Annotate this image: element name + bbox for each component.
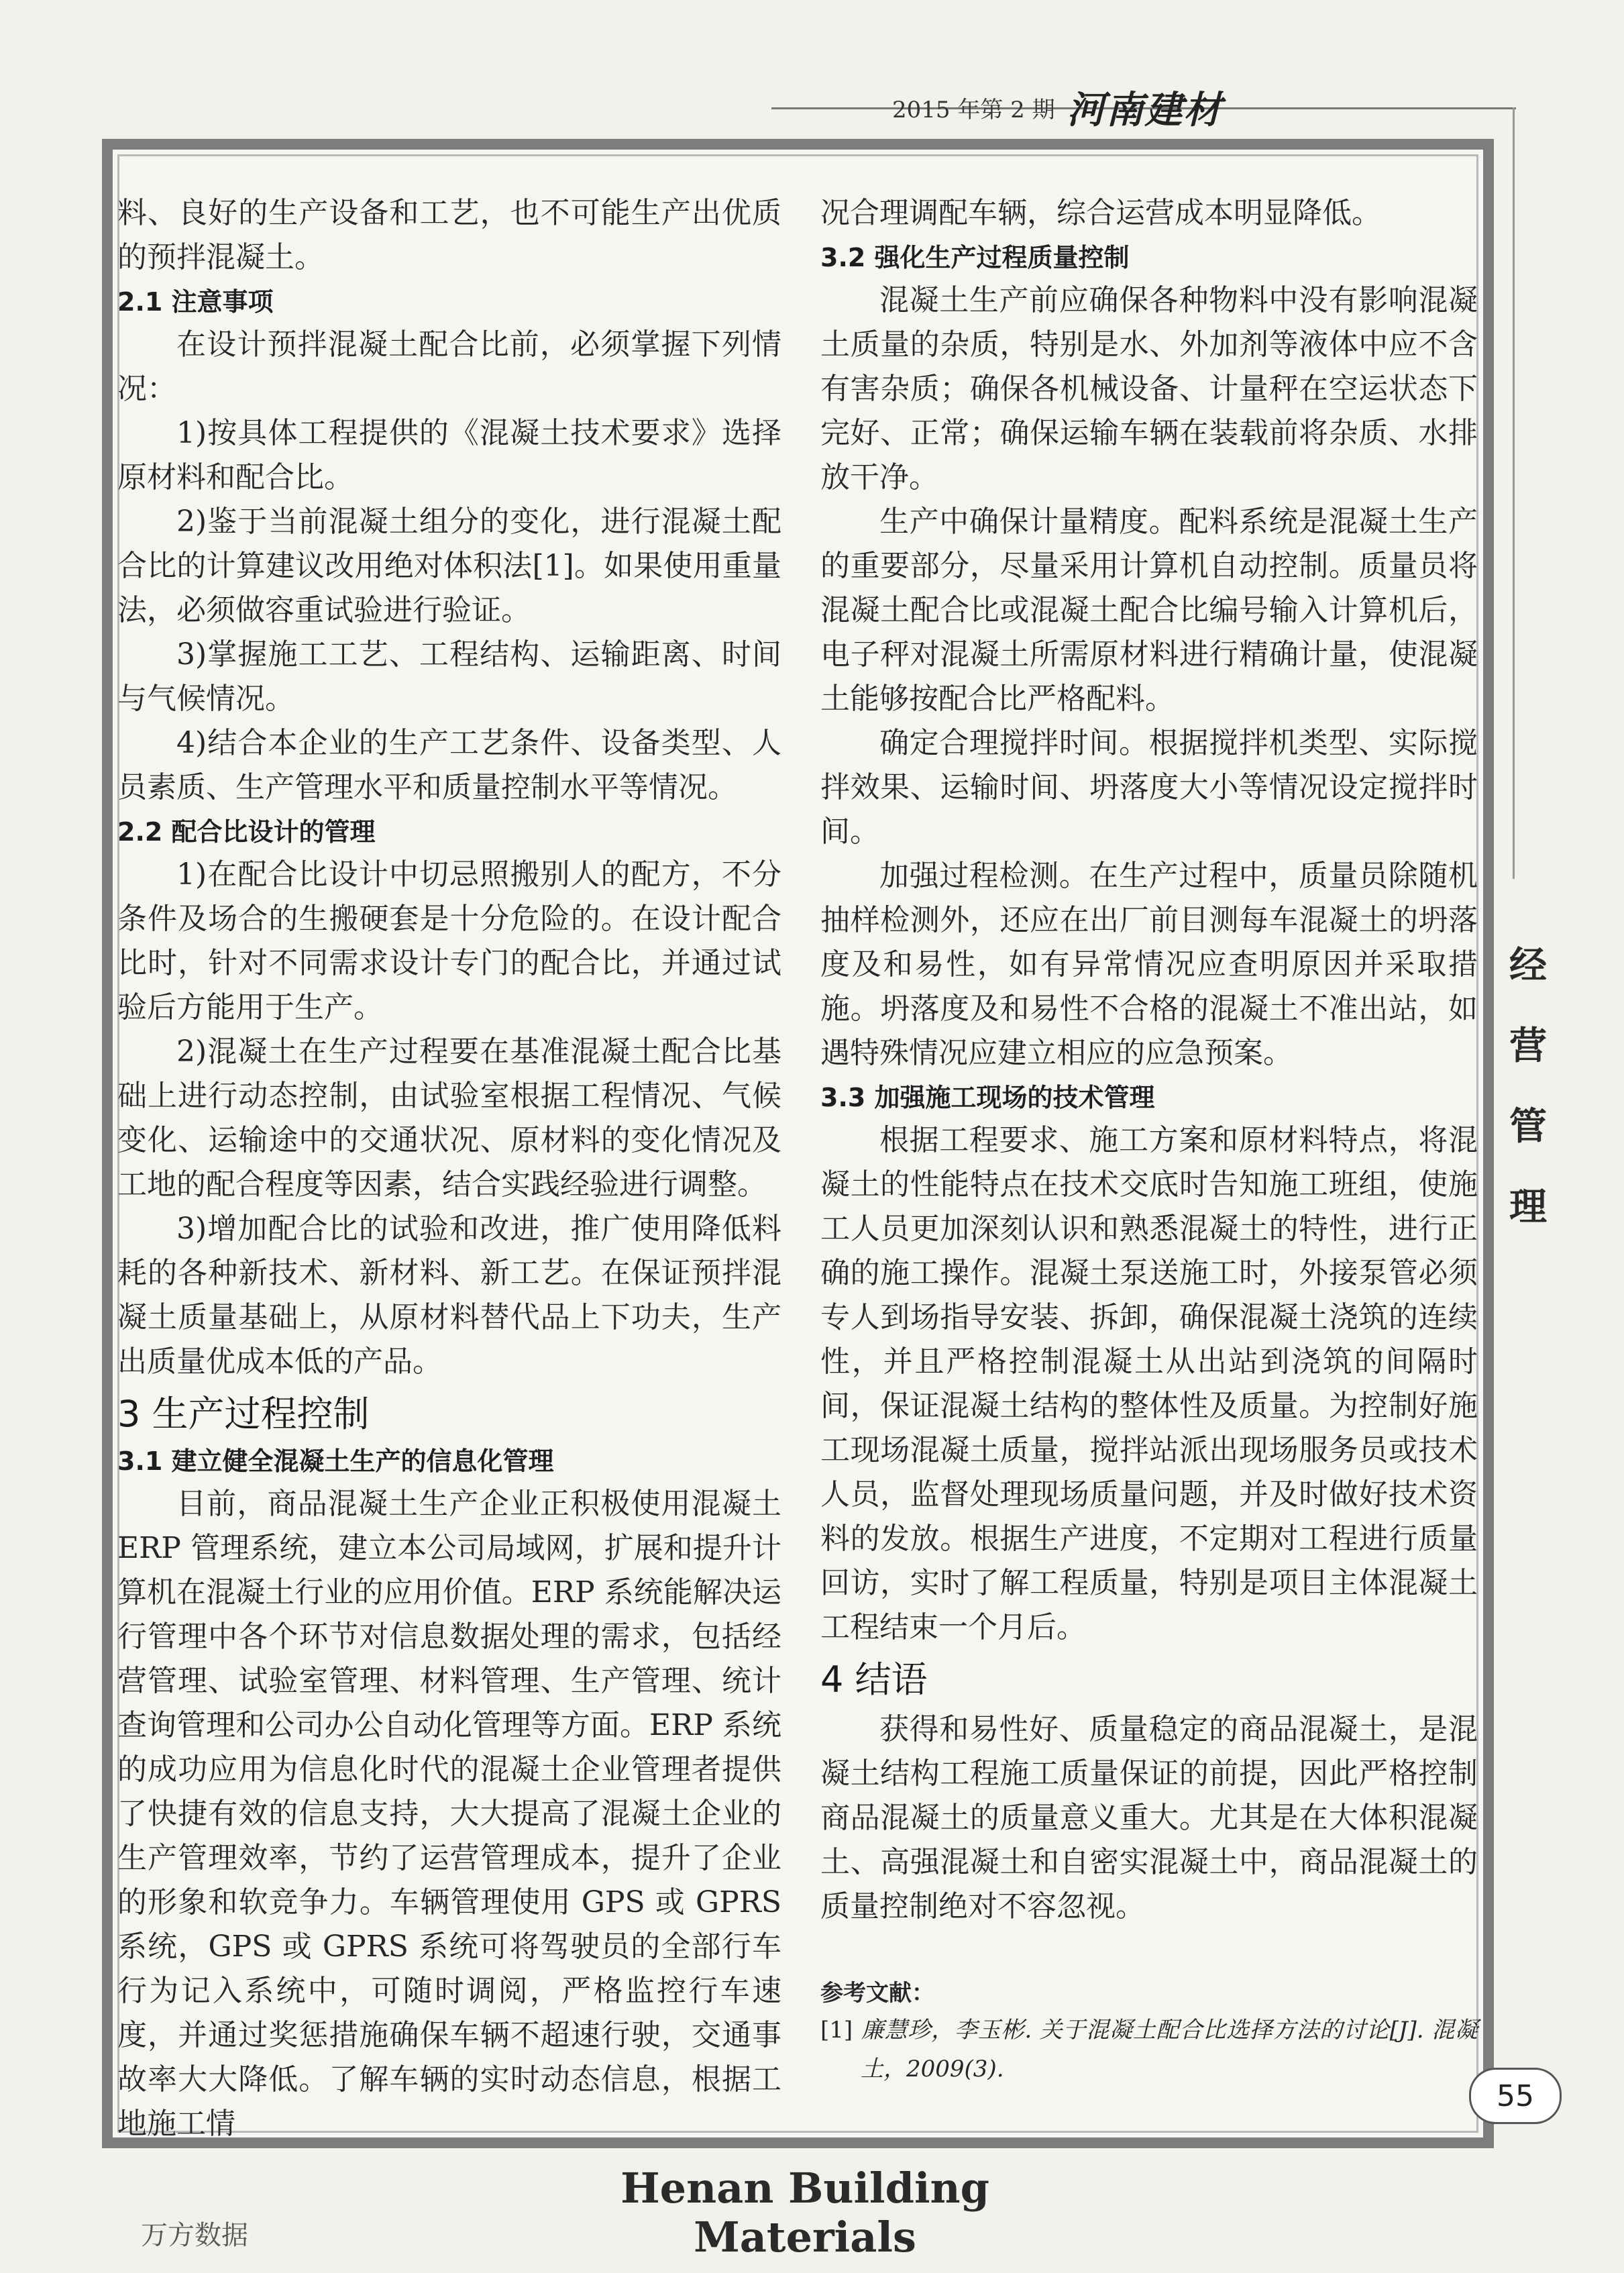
body-paragraph: 混凝土生产前应确保各种物料中没有影响混凝土质量的杂质，特别是水、外加剂等液体中应不含有害杂质；确保各机械设备、计量秤在空运状态下完好、正常；确保运输车辆在装载前将杂质、水排放干净。 xyxy=(820,283,1478,494)
side-char: 理 xyxy=(1509,1185,1547,1229)
subsection-heading: 3.3 加强施工现场的技术管理 xyxy=(820,1083,1155,1112)
running-header xyxy=(892,81,1335,134)
footer-title: Henan Building Materials xyxy=(620,2164,989,2262)
side-char: 管 xyxy=(1509,1104,1547,1149)
body-paragraph: 3)增加配合比的试验和改进，推广使用降低料耗的各种新技术、新材料、新工艺。在保证预拌混凝土质量基础上，从原材料替代品上下功夫，生产出质量优成本低的产品。 xyxy=(117,1212,781,1379)
side-char: 经 xyxy=(1509,943,1547,988)
body-paragraph: 1)按具体工程提供的《混凝土技术要求》选择原材料和配合比。 xyxy=(117,416,781,494)
magazine-logo: 河南建材 xyxy=(1067,88,1223,132)
reference-number: [1] xyxy=(820,2017,853,2044)
body-paragraph: 获得和易性好、质量稳定的商品混凝土，是混凝土结构工程施工质量保证的前提，因此严格控制商品混凝土的质量意义重大。尤其是在大体积混凝土、高强混凝土和自密实混凝土中，商品混凝土的质量控制绝对不容忽视。 xyxy=(820,1712,1478,1923)
subsection-heading: 2.1 注意事项 xyxy=(117,287,274,317)
subsection-heading: 2.2 配合比设计的管理 xyxy=(117,817,376,847)
reference-text: 廉慧珍，李玉彬. 关于混凝土配合比选择方法的讨论[J]. 混凝土，2009(3). xyxy=(861,2017,1478,2082)
section-heading: 3 生产过程控制 xyxy=(117,1393,370,1435)
section-side-label xyxy=(1505,936,1552,1231)
body-paragraph: 1)在配合比设计中切忌照搬别人的配方，不分条件及场合的生搬硬套是十分危险的。在设计配合比时，针对不同需求设计专门的配合比，并通过试验后方能用于生产。 xyxy=(117,857,781,1024)
watermark: 万方数据 xyxy=(141,2220,248,2251)
subsection-heading: 3.2 强化生产过程质量控制 xyxy=(820,243,1130,272)
section-heading: 4 结语 xyxy=(820,1658,928,1701)
body-paragraph: 目前，商品混凝土生产企业正积极使用混凝土 ERP 管理系统，建立本公司局域网，扩展和提升计算机在混凝土行业的应用价值。ERP 系统能解决运行管理中各个环节对信息数据处理的需求，包括经营管理、试验室管理、材料管理、生产管理、统计查询管理和公司办公自动化管理等方面。ERP 系统的成功应用为信息化时代的混凝土企业管理者提供了快捷有效的信息支持，大大提高了混凝土企业的生产管理效率，节约了运营管理成本，提升了企业的形象和软竞争力。车辆管理使用 GPS 或 GPRS 系统，GPS 或 GPRS 系统可将驾驶员的全部行车行为记入系统中，可随时调阅，严格监控行车速度，并通过奖惩措施确保车辆不超速行驶，交通事故率大大降低。了解车辆的实时动态信息，根据工地施工情 xyxy=(117,1487,781,2141)
right-column xyxy=(820,191,1478,2089)
body-paragraph: 2)鉴于当前混凝土组分的变化，进行混凝土配合比的计算建议改用绝对体积法[1]。如果使用重量法，必须做容重试验进行验证。 xyxy=(117,505,781,627)
body-paragraph: 确定合理搅拌时间。根据搅拌机类型、实际搅拌效果、运输时间、坍落度大小等情况设定搅拌时间。 xyxy=(820,726,1478,849)
page-number: 55 xyxy=(1469,2068,1562,2124)
body-paragraph: 生产中确保计量精度。配料系统是混凝土生产的重要部分，尽量采用计算机自动控制。质量员将混凝土配合比或混凝土配合比编号输入计算机后，电子秤对混凝土所需原材料进行精确计量，使混凝土能够按配合比严格配料。 xyxy=(820,505,1478,716)
left-column xyxy=(117,191,781,2146)
body-paragraph: 加强过程检测。在生产过程中，质量员除随机抽样检测外，还应在出厂前目测每车混凝土的坍落度及和易性，如有异常情况应查明原因并采取措施。坍落度及和易性不合格的混凝土不准出站，如遇特殊情况应建立相应的应急预案。 xyxy=(820,859,1478,1070)
references-heading: 参考文献： xyxy=(820,1980,934,2007)
issue-label: 2015 年第 2 期 xyxy=(892,96,1055,123)
body-paragraph: 3)掌握施工工艺、工程结构、运输距离、时间与气候情况。 xyxy=(117,637,781,716)
body-paragraph: 况合理调配车辆，综合运营成本明显降低。 xyxy=(820,196,1381,230)
header-side-rule xyxy=(1513,107,1515,879)
body-paragraph: 4)结合本企业的生产工艺条件、设备类型、人员素质、生产管理水平和质量控制水平等情况。 xyxy=(117,726,781,804)
subsection-heading: 3.1 建立健全混凝土生产的信息化管理 xyxy=(117,1446,554,1476)
reference-item xyxy=(820,2011,1478,2089)
body-paragraph: 根据工程要求、施工方案和原材料特点，将混凝土的性能特点在技术交底时告知施工班组，使施工人员更加深刻认识和熟悉混凝土的特性，进行正确的施工操作。混凝土泵送施工时，外接泵管必须专人到场指导安装、拆卸，确保混凝土浇筑的连续性，并且严格控制混凝土从出站到浇筑的间隔时间，保证混凝土结构的整体性及质量。为控制好施工现场混凝土质量，搅拌站派出现场服务员或技术人员，监督处理现场质量问题，并及时做好技术资料的发放。根据生产进度，不定期对工程进行质量回访，实时了解工程质量，特别是项目主体混凝土工程结束一个月后。 xyxy=(820,1123,1478,1644)
body-paragraph: 料、良好的生产设备和工艺，也不可能生产出优质的预拌混凝土。 xyxy=(117,196,781,274)
body-paragraph: 在设计预拌混凝土配合比前，必须掌握下列情况： xyxy=(117,327,781,406)
body-paragraph: 2)混凝土在生产过程要在基准混凝土配合比基础上进行动态控制，由试验室根据工程情况、气候变化、运输途中的交通状况、原材料的变化情况及工地的配合程度等因素，结合实践经验进行调整。 xyxy=(117,1035,781,1202)
side-char: 营 xyxy=(1509,1024,1547,1068)
